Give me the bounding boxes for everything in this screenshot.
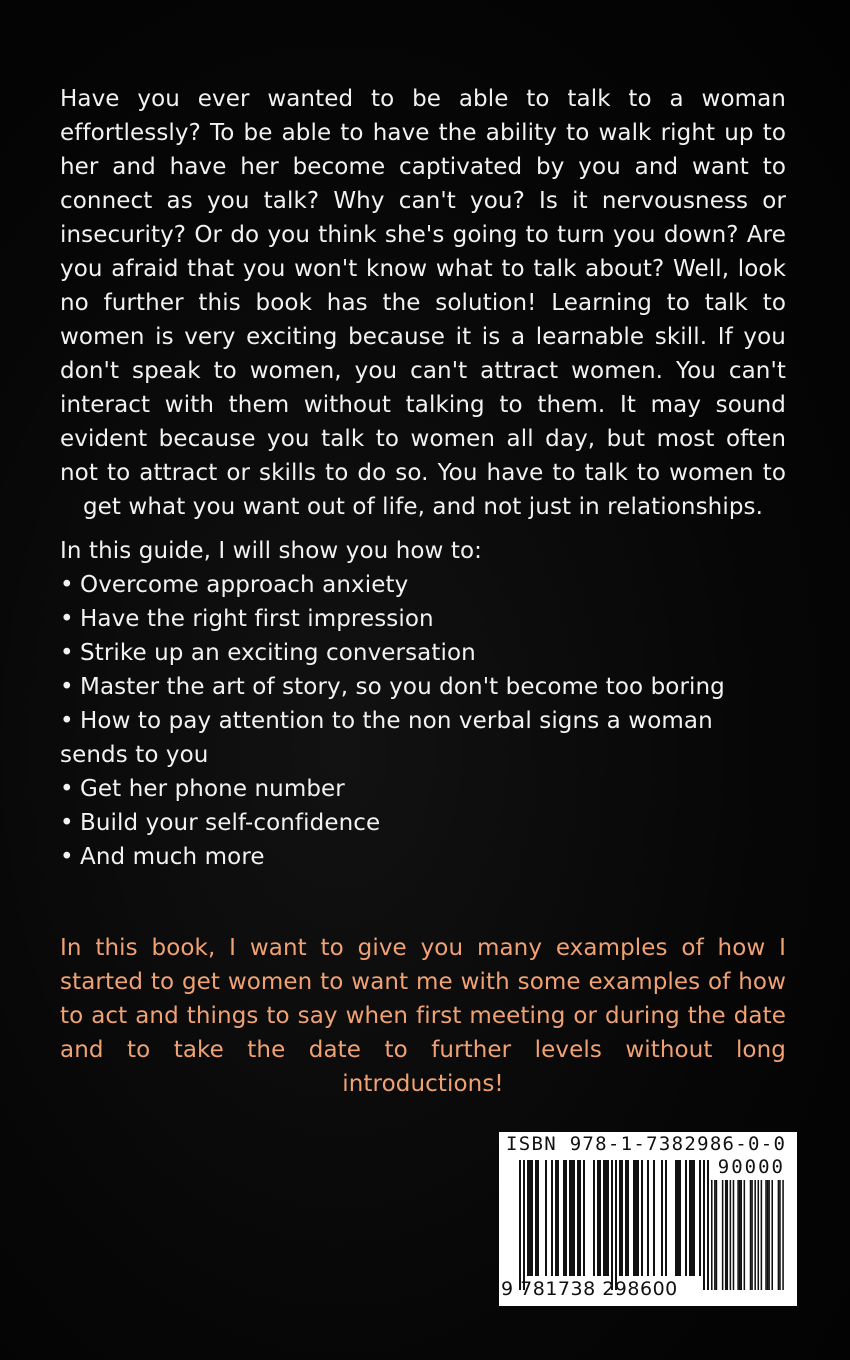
bullet-icon: • bbox=[60, 844, 74, 870]
barcode-bar bbox=[733, 1180, 735, 1290]
isbn-label: ISBN 978-1-7382986-0-0 bbox=[506, 1133, 787, 1155]
barcode-bar bbox=[739, 1180, 741, 1290]
closing-paragraph: In this book, I want to give you many examples of how I started to get women to want me with some examples of how to act and things to say when first meeting or during the date and to take the date to further levels without long introductions! bbox=[60, 935, 786, 1097]
barcode-bar bbox=[689, 1160, 691, 1276]
bullet-icon: • bbox=[60, 776, 74, 802]
barcode-bar bbox=[711, 1180, 713, 1290]
barcode-group-left: 781738 bbox=[520, 1278, 596, 1300]
barcode-bar bbox=[571, 1160, 573, 1276]
barcode-bar bbox=[661, 1160, 663, 1276]
barcode-bar bbox=[758, 1180, 760, 1290]
bullet-icon: • bbox=[60, 572, 74, 598]
barcode-bar bbox=[527, 1160, 529, 1276]
barcode-bar bbox=[563, 1160, 565, 1276]
barcode-bar bbox=[779, 1180, 781, 1290]
barcode-bar bbox=[730, 1180, 732, 1290]
barcode-bar bbox=[583, 1160, 585, 1276]
barcode-bar bbox=[754, 1180, 756, 1290]
barcode-bar bbox=[716, 1180, 718, 1290]
bullet-icon: • bbox=[60, 708, 74, 734]
barcode-bar bbox=[555, 1160, 557, 1276]
barcode-bar bbox=[722, 1180, 724, 1290]
barcode-bar bbox=[621, 1160, 623, 1276]
list-item: • Master the art of story, so you don't become too boring bbox=[60, 670, 786, 704]
barcode-bar bbox=[599, 1160, 601, 1276]
barcode-bar bbox=[597, 1160, 599, 1276]
barcode-bar bbox=[685, 1160, 687, 1276]
barcode-bar bbox=[665, 1160, 667, 1276]
barcode-bar bbox=[605, 1160, 607, 1276]
barcode-bar bbox=[778, 1180, 780, 1290]
barcode-bar bbox=[765, 1180, 767, 1290]
barcode-bar bbox=[703, 1160, 705, 1290]
list-item: • Get her phone number bbox=[60, 772, 786, 806]
barcode-bar bbox=[615, 1160, 617, 1290]
bullet-icon: • bbox=[60, 674, 74, 700]
bullet-icon: • bbox=[60, 640, 74, 666]
barcode-bar bbox=[593, 1160, 595, 1276]
barcode-bar bbox=[679, 1160, 681, 1276]
barcode-bar bbox=[647, 1160, 649, 1276]
barcode-bar bbox=[557, 1160, 559, 1276]
barcode-bar bbox=[535, 1160, 537, 1276]
bullet-icon: • bbox=[60, 606, 74, 632]
list-item: • Overcome approach anxiety bbox=[60, 568, 786, 602]
list-item: • Build your self-confidence bbox=[60, 806, 786, 840]
guide-section bbox=[60, 534, 786, 874]
intro-paragraph: Have you ever wanted to be able to talk to a woman effortlessly? To be able to have the ability to walk right up to her and have her become captivated by you and want to connect as you talk? Why can't you? Is it nervousness or insecurity? Or do you think she's going to turn you down? Are you afraid that you won't know what to talk about? Well, look no further this book has the solution! Learning to talk to women is very exciting because it is a learnable skill. If you don't speak to women, you can't attract women. You can't interact with them without talking to them. It may sound evident because you talk to women all day, but most often not to attract or skills to do so. You have to talk to women to get what you want out of life, and not just in relationships. bbox=[60, 86, 786, 520]
barcode-bar bbox=[637, 1160, 639, 1276]
isbn-barcode bbox=[499, 1132, 797, 1306]
barcode-bar bbox=[725, 1180, 727, 1290]
list-item: • And much more bbox=[60, 840, 786, 874]
barcode-bar bbox=[782, 1180, 784, 1290]
barcode-bar bbox=[627, 1160, 629, 1276]
barcode-bar bbox=[635, 1160, 637, 1276]
barcode-bar bbox=[519, 1160, 521, 1290]
barcode-bar bbox=[569, 1160, 571, 1276]
barcode-bar bbox=[573, 1160, 575, 1276]
barcode-bar bbox=[611, 1160, 613, 1290]
barcode-bar bbox=[677, 1160, 679, 1276]
barcode-bar bbox=[699, 1160, 701, 1276]
bullet-icon: • bbox=[60, 810, 74, 836]
barcode-digits bbox=[501, 1278, 678, 1300]
barcode-bar bbox=[641, 1160, 643, 1276]
list-item: • Strike up an exciting conversation bbox=[60, 636, 786, 670]
barcode-first-digit: 9 bbox=[501, 1278, 514, 1300]
list-item: • How to pay attention to the non verbal signs a woman sends to you bbox=[60, 704, 786, 772]
barcode-bar bbox=[565, 1160, 567, 1276]
barcode-bar bbox=[551, 1160, 553, 1276]
barcode-bar bbox=[750, 1180, 752, 1290]
barcode-bar bbox=[633, 1160, 635, 1276]
guide-lead: In this guide, I will show you how to: bbox=[60, 538, 483, 564]
barcode-bar bbox=[545, 1160, 547, 1276]
barcode-bar bbox=[768, 1180, 770, 1290]
barcode-bar bbox=[727, 1180, 729, 1290]
barcode-bar bbox=[577, 1160, 579, 1276]
barcode-bar bbox=[714, 1180, 716, 1290]
barcode-bar bbox=[761, 1180, 763, 1290]
barcode-bar bbox=[529, 1160, 531, 1276]
barcode-bar bbox=[767, 1180, 769, 1290]
guide-list bbox=[60, 568, 786, 874]
barcode-bar bbox=[707, 1160, 709, 1290]
barcode-bar bbox=[653, 1160, 655, 1276]
barcode-bar bbox=[771, 1180, 773, 1290]
barcode-group-right: 298600 bbox=[602, 1278, 678, 1300]
barcode-bar bbox=[607, 1160, 609, 1276]
barcode-bar bbox=[737, 1180, 739, 1290]
barcode-bar bbox=[579, 1160, 581, 1276]
barcode-bar bbox=[744, 1180, 746, 1290]
barcode-bar bbox=[531, 1160, 533, 1276]
barcode-bar bbox=[740, 1180, 742, 1290]
barcode-bar bbox=[675, 1160, 677, 1276]
barcode-bar bbox=[751, 1180, 753, 1290]
barcode-bar bbox=[619, 1160, 621, 1276]
barcode-bar bbox=[625, 1160, 627, 1276]
barcode-bar bbox=[603, 1160, 605, 1276]
barcode-bar bbox=[537, 1160, 539, 1276]
barcode-bar bbox=[693, 1160, 695, 1276]
list-item: • Have the right first impression bbox=[60, 602, 786, 636]
price-code: 90000 bbox=[717, 1156, 785, 1178]
barcode-bar bbox=[691, 1160, 693, 1276]
barcode-bar bbox=[523, 1160, 525, 1290]
